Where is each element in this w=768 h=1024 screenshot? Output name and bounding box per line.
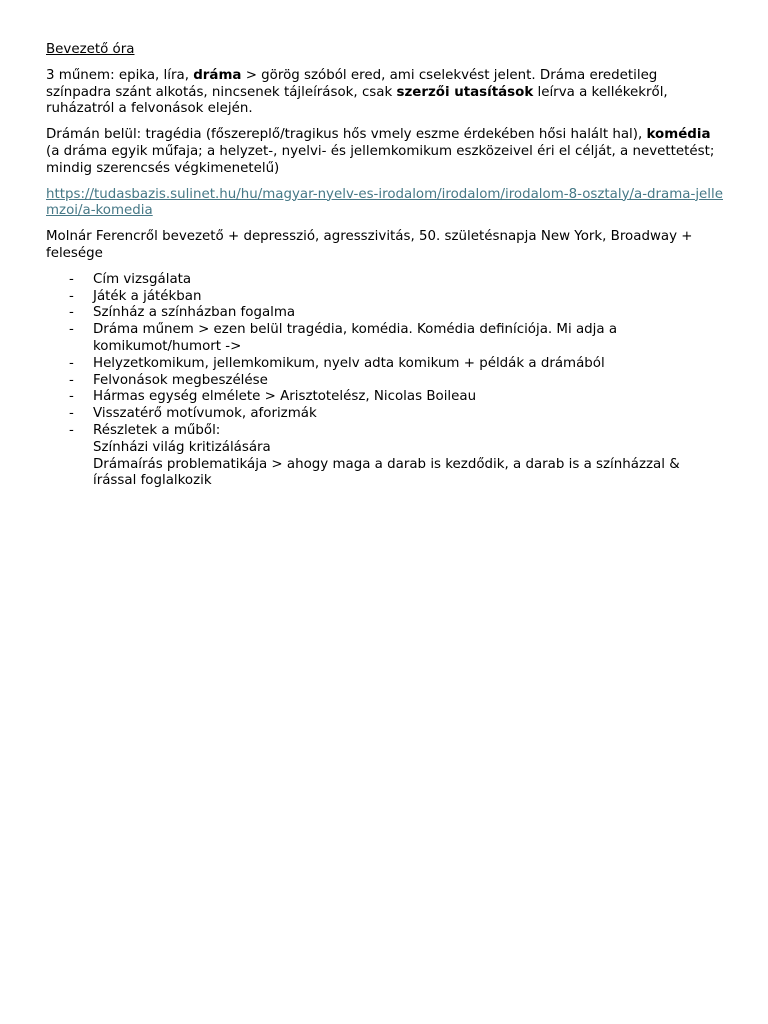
p1-text-2: > görög szóból ered, ami cselekvést jelent. Dráma eredetileg színpadra szánt alkotás, nincsenek tájleírások, csak (46, 67, 658, 100)
dash-bullet: - (69, 288, 74, 304)
list-item (46, 305, 726, 322)
dash-bullet: - (69, 389, 74, 405)
dash-bullet: - (69, 372, 74, 388)
dash-bullet: - (69, 355, 74, 371)
p1-bold-drama: dráma (193, 67, 242, 83)
p1-text-1: 3 műnem: epika, líra, (46, 67, 194, 83)
paragraph-link (46, 187, 726, 221)
list-item (46, 322, 726, 356)
list-item (46, 406, 726, 423)
p1-text-3: leírva a kellékekről, ruházatról a felvonások elején. (46, 84, 668, 117)
p2-bold-comedy: komédia (646, 127, 711, 143)
list-item (46, 373, 726, 390)
list-item (46, 356, 726, 373)
dash-bullet: - (69, 271, 74, 287)
paragraph-molnar-ferenc: Molnár Ferencről bevezető + depresszió, agresszivitás, 50. születésnapja New York, Broadway + felesége (46, 229, 693, 261)
dash-bullet: - (69, 422, 74, 438)
list-item (46, 423, 726, 490)
sulinet-link[interactable]: https://tudasbazis.sulinet.hu/hu/magyar-nyelv-es-irodalom/irodalom/irodalom-8-osztaly/a-drama-jellemzoi/a-komedia (46, 186, 723, 219)
list-item-text: Színház a színházban fogalma (93, 305, 296, 321)
list-item-text: Helyzetkomikum, jellemkomikum, nyelv adta komikum + példák a drámából (93, 355, 605, 371)
sub-line-theatre-critique: Színházi világ kritizálására (93, 439, 271, 455)
sub-line-playwriting: Drámaírás problematikája > ahogy maga a darab is kezdődik, a darab is a színházzal & írással foglalkozik (93, 456, 680, 489)
document-title: Bevezető óra (46, 42, 135, 57)
dash-bullet: - (69, 305, 74, 321)
list-item-text: Részletek a műből: (93, 422, 221, 438)
list-item (46, 289, 726, 306)
list-item-text: Cím vizsgálata (93, 271, 192, 287)
p2-text-2: (a dráma egyik műfaja; a helyzet-, nyelvi- és jellemkomikum eszközeivel éri el célját, a nevettetést; mindig szerencsés végkimenetelű) (46, 143, 715, 176)
paragraph-drama-intro (46, 68, 726, 118)
lesson-outline-list (46, 272, 726, 490)
list-item (46, 389, 726, 406)
list-item (46, 272, 726, 289)
p1-bold-author-instructions: szerzői utasítások (396, 84, 534, 100)
dash-bullet: - (69, 322, 74, 338)
dash-bullet: - (69, 406, 74, 422)
list-item-text: Visszatérő motívumok, aforizmák (93, 406, 317, 422)
list-item-text: Dráma műnem > ezen belül tragédia, komédia. Komédia definíciója. Mi adja a komikumot/humort -> (93, 322, 618, 354)
list-item-text: Felvonások megbeszélése (93, 372, 268, 388)
list-item-text: Játék a játékban (93, 288, 202, 304)
p2-text-1: Drámán belül: tragédia (főszereplő/tragikus hős vmely eszme érdekében hősi halált hal), (46, 127, 647, 143)
paragraph-tragedy-comedy (46, 127, 726, 177)
document-page (46, 42, 726, 490)
list-item-text: Hármas egység elmélete > Arisztotelész, Nicolas Boileau (93, 389, 477, 405)
